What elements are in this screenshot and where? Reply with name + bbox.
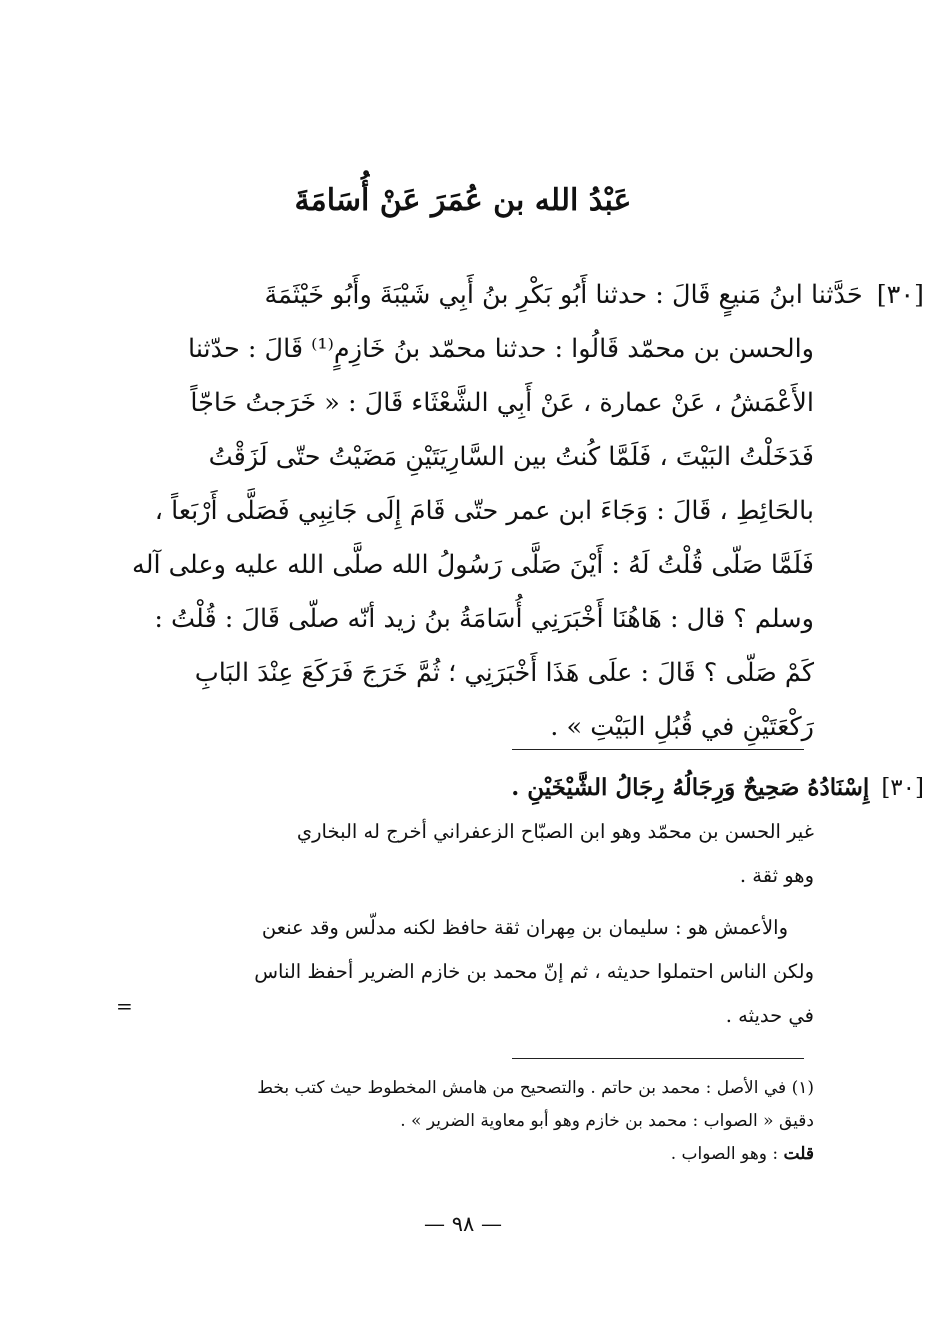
hadith-line: بالحَائِطِ ، قَالَ : وَجَاءَ ابن عمر حتّى قَامَ إِلَى جَانِبِي فَصَلَّى أَرْبَعاً ، [154,496,814,526]
commentary-line: في حديثه . [725,1004,814,1027]
page-number: — ٩٨ — [424,1212,502,1236]
commentary-heading: [٣٠]إِسْنَادُهُ صَحِيحٌ وَرِجَالُهُ رِجَالُ الشَّيْخَيْنِ . [511,774,924,801]
commentary-block [114,766,924,898]
commentary-line: ولكن الناس احتملوا حديثه ، ثم إنّ محمد بن خازم الضرير أحفظ الناس [254,960,814,983]
hadith-line: فَدَخَلْتُ البَيْتَ ، فَلَمَّا كُنتُ بين السَّارِيَتَيْنِ مَضَيْتُ حتّى لَزَقْتُ [208,442,814,472]
hadith-line: [٣٠]حَدَّثنا ابنُ مَنيعٍ قَالَ : حدثنا أَبُو بَكْرِ بنُ أَبِي شَيْبَةَ وأَبُو خَيْثَمَةَ [264,280,924,310]
commentary-line: غير الحسن بن محمّد وهو ابن الصبّاح الزعفراني أخرج له البخاري [296,820,814,843]
chapter-title: عَبْدُ الله بن عُمَرَ عَنْ أُسَامَةَ [294,183,632,218]
commentary-paragraph [114,906,814,1038]
hadith-line: وسلم ؟ قال : هَاهُنَا أَخْبَرَنِي أُسَامَةُ بنُ زيد أنّه صلّى قَالَ : قُلْتُ : [154,604,814,634]
hadith-line: والحسن بن محمّد قَالُوا : حدثنا محمّد بنُ خَازِمٍ⁽¹⁾ قَالَ : حدّثنا [188,334,814,364]
hadith-line: فَلَمَّا صَلّى قُلْتُ لَهُ : أَيْنَ صَلَّى رَسُولُ الله صلَّى الله عليه وعلى آله [132,550,814,580]
commentary-number: [٣٠] [881,775,924,801]
footnotes [114,1072,814,1171]
hadith-number: [٣٠] [876,280,924,310]
footnote-divider [512,1058,804,1059]
qult-label: قلت [783,1144,814,1164]
footnote-line: دقيق « الصواب : محمد بن خازم وهو أبو معاوية الضرير » . [400,1111,814,1131]
commentary-line: وهو ثقة . [739,864,814,887]
continuation-mark: = [116,994,133,1018]
footnote-line: (١) في الأصل : محمد بن حاتم . والتصحيح من هامش المخطوط حيث كتب بخط [257,1078,814,1098]
commentary-line: والأعمش هو : سليمان بن مِهران ثقة حافظ لكنه مدلّس وقد عنعن [261,916,788,939]
hadith-line: رَكْعَتَيْنِ في قُبُلِ البَيْتِ » . [550,712,814,742]
commentary-divider [512,749,804,750]
hadith-line: الأَعْمَشُ ، عَنْ عمارة ، عَنْ أَبِي الشَّعْثَاء قَالَ : « خَرَجتُ حَاجّاً [190,388,814,418]
qult-text: : وهو الصواب . [670,1144,784,1164]
footnote-line [114,1138,814,1171]
hadith-line: كَمْ صَلّى ؟ قَالَ : علَى هَذَا أَخْبَرَنِي ؛ ثُمَّ خَرَجَ فَرَكَعَ عِنْدَ البَابِ [194,658,814,688]
hadith-text [114,268,924,754]
